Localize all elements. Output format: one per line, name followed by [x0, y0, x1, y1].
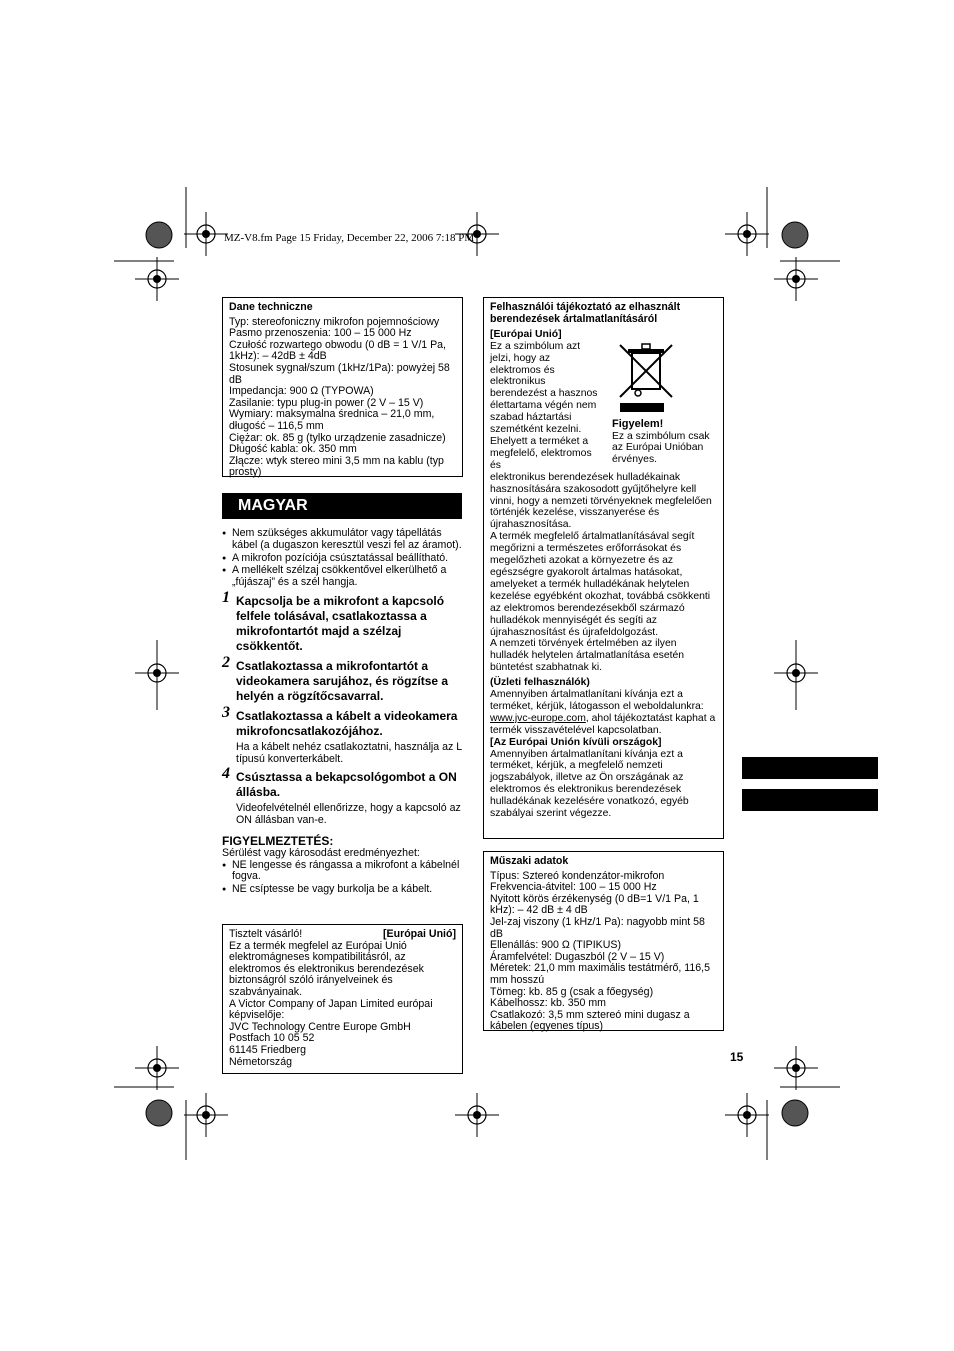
spec-line: Ellenállás: 900 Ω (TIPIKUS): [490, 939, 621, 952]
bullet-item: ● Nem szükséges akkumulátor vagy tápellátás kábel (a dugaszon keresztül veszi fel az áramot).: [222, 528, 462, 552]
registration-mark-icon: [135, 257, 179, 301]
step-number: 4: [222, 764, 230, 782]
disposal-eu-text-2: A termék megfelelő ártalmatlanításával segít megőrizni a természetes erőforrásokat és megelőzheti azokat a környezetre és az egészségre gyakorolt ártalmas hatásokat, amelyeket a termék hulladékának helytelen kezelése egyébként okozhat, továbbá csökkenti az elektromos berendezésekből származó hulladékok mennyiségét és segíti az újrahasznosítást és újrafeldolgozást.: [490, 531, 711, 638]
step-number: 2: [222, 653, 230, 671]
bullet-item: ● A mikrofon pozíciója csúsztatással beállítható.: [222, 553, 462, 565]
eu-notice-line: 61145 Friedberg: [229, 1043, 306, 1056]
spec-line: Ciężar: ok. 85 g (tylko urządzenie zasadnicze): [229, 431, 446, 444]
spec-line: Nyitott körös érzékenység (0 dB=1 V/1 Pa, 1 kHz): – 42 dB ± 4 dB: [490, 892, 699, 917]
star-target-icon: [146, 222, 172, 248]
registration-mark-icon: [135, 1046, 179, 1090]
registration-mark-icon: [774, 257, 818, 301]
disposal-eu-block: [490, 341, 717, 472]
registration-mark-icon: [455, 1093, 499, 1137]
spec-line: Típus: Sztereó kondenzátor-mikrofon: [490, 869, 665, 882]
instructions-column: [222, 528, 462, 897]
eu-notice-line: A Victor Company of Japan Limited európai képviselője:: [229, 997, 433, 1022]
step-note: Videofelvételnél ellenőrizze, hogy a kapcsoló az ON állásban van-e.: [236, 801, 461, 826]
section-title: MAGYAR: [222, 493, 462, 519]
page-number: 15: [730, 1050, 744, 1064]
spec-line: Áramfelvétel: Dugaszból (2 V – 15 V): [490, 950, 665, 963]
registration-mark-icon: [184, 1093, 228, 1137]
disposal-eu-text: Ez a szimbólum azt jelzi, hogy az elektromos és elektronikus berendezést a hasznos élettartama végén nem szabad háztartási szemétként kezelni. Ehelyett a terméket a megfelelő, elektromos és: [490, 340, 598, 471]
spec-line: Méretek: 21,0 mm maximális testátmérő, 116,5 mm hosszú: [490, 962, 710, 986]
business-text-part: , ahol tájékoztatást kaphat a termék visszavételével kapcsolatban.: [490, 712, 716, 736]
spec-line: Typ: stereofoniczny mikrofon pojemnościowy: [229, 315, 440, 328]
non-eu-heading: [Az Európai Unión kívüli országok]: [490, 736, 662, 748]
business-text: [490, 689, 717, 737]
attention-text: Ez a szimbólum csak az Európai Unióban érvényes.: [612, 430, 710, 466]
crossed-bin-icon: [618, 341, 678, 413]
step-note: Ha a kábelt nehéz csatlakoztatni, használja az L típusú konverterkábelt.: [236, 740, 462, 765]
spec-line: Czułość rozwartego obwodu (0 dB = 1 V/1 Pa, 1kHz): – 42dB ± 4dB: [229, 338, 446, 363]
warning-item: ● NE lengesse és rángassa a mikrofont a kábelnél fogva.: [222, 860, 462, 884]
registration-mark-icon: [184, 212, 228, 256]
polish-specs-title: Dane techniczne: [229, 301, 313, 313]
registration-mark-icon: [774, 1046, 818, 1090]
eu-notice-line: Ez a termék megfelel az Európai Unió elektromágneses kompatibilitásról, az elektromos és elektronikus berendezések biztonságról szóló irányelveinek és szabványainak.: [229, 939, 424, 998]
eu-notice-line: Németország: [229, 1055, 292, 1068]
polish-specs-box: [222, 297, 463, 477]
language-tab: [742, 789, 878, 811]
color-target-icon: [146, 1100, 172, 1126]
registration-mark-icon: [725, 1093, 769, 1137]
color-target-icon: [782, 222, 808, 248]
eu-greeting: Tisztelt vásárló!: [229, 928, 303, 940]
spec-line: Stosunek sygnał/szum (1kHz/1Pa): powyżej 58 dB: [229, 361, 450, 386]
warning-item: ● NE csíptesse be vagy burkolja be a kábelt.: [222, 884, 462, 896]
disposal-eu-text-cont: elektronikus berendezések hulladékainak hasznosítására szakosodott gyűjtőhelyre kell vinni, hogy a nemzeti törvényeknek megfelelően történjék kezelése, visszanyerése és újrahasznosítása.: [490, 471, 712, 531]
step-1: [222, 588, 462, 654]
warning-title: FIGYELMEZTETÉS:: [222, 833, 334, 848]
spec-line: Tömeg: kb. 85 g (csak a főegység): [490, 985, 654, 998]
warning-intro: Sérülést vagy károsodást eredményezhet:: [222, 846, 420, 859]
jvc-website-link[interactable]: www.jvc-europe.com: [490, 712, 586, 724]
spec-line: Jel-zaj viszony (1 kHz/1 Pa): nagyobb mint 58 dB: [490, 915, 705, 940]
spec-line: Długość kabla: ok. 350 mm: [229, 443, 357, 456]
step-number: 3: [222, 703, 230, 721]
step-text: Kapcsolja be a mikrofont a kapcsoló felfele tolásával, csatlakoztassa a mikrofontartót majd a szélzaj csökkentőt.: [236, 593, 445, 653]
language-tab: [742, 757, 878, 779]
disposal-eu-heading: [Európai Unió]: [490, 328, 562, 340]
bullet-item: ● A mellékelt szélzaj csökkentővel elkerülhető a „fújászaj” és a szél hangja.: [222, 565, 462, 589]
file-info-line: MZ-V8.fm Page 15 Friday, December 22, 2006 7:18 PM: [224, 232, 475, 244]
attention-title: Figyelem!: [612, 417, 664, 430]
business-heading: (Üzleti felhasználók): [490, 677, 590, 689]
hungarian-specs-title: Műszaki adatok: [490, 855, 569, 867]
disposal-attention: [612, 341, 722, 467]
eu-notice-header: [229, 929, 456, 941]
non-eu-text: Amennyiben ártalmatlanítani kívánja ezt a terméket, kérjük, a megfelelő nemzeti jogszabályok, illetve az Ön országának az elektromos és elektronikus berendezések hulladékának kezelésére vonatkozó, egyéb szabályai szerint végezze.: [490, 748, 689, 820]
spec-line: Csatlakozó: 3,5 mm sztereó mini dugasz a kábelen (egyenes típus): [490, 1008, 690, 1033]
step-text: Csúsztassa a bekapcsológombot a ON állásba.: [236, 769, 457, 799]
spec-line: Złącze: wtyk stereo mini 3,5 mm na kablu (typ prosty): [229, 454, 444, 479]
registration-mark-icon: [725, 212, 769, 256]
spec-line: Impedancja: 900 Ω (TYPOWA): [229, 385, 374, 398]
eu-notice-line: JVC Technology Centre Europe GmbH: [229, 1020, 411, 1033]
step-text: Csatlakoztassa a mikrofontartót a videokamera sarujához, és rögzítse a helyén a rögzítőcsavarral.: [236, 658, 449, 703]
eu-tag: [Európai Unió]: [383, 928, 456, 940]
spec-line: Wymiary: maksymalna średnica – 21,0 mm, długość – 116,5 mm: [229, 408, 435, 432]
step-2: [222, 653, 462, 704]
hungarian-specs-box: [483, 851, 724, 1031]
spec-line: Kábelhossz: kb. 350 mm: [490, 997, 606, 1010]
spec-line: Frekvencia-átvitel: 100 – 15 000 Hz: [490, 881, 657, 894]
disposal-eu-text-3: A nemzeti törvények értelmében az ilyen hulladék helytelen ártalmatlanítása esetén büntetést szabhatnak ki.: [490, 638, 685, 674]
eu-notice-line: Postfach 10 05 52: [229, 1032, 315, 1045]
step-text: Csatlakoztassa a kábelt a videokamera mikrofoncsatlakozójához.: [236, 708, 458, 738]
step-number: 1: [222, 588, 230, 606]
disposal-box: [483, 297, 724, 839]
spec-line: Zasilanie: typu plug-in power (2 V – 15 V): [229, 396, 424, 409]
step-4: [222, 764, 462, 826]
spec-line: Pasmo przenoszenia: 100 – 15 000 Hz: [229, 327, 412, 340]
step-3: [222, 703, 462, 765]
star-target-icon: [782, 1100, 808, 1126]
business-text-part: Amennyiben ártalmatlanítani kívánja ezt a terméket, kérjük, látogasson el weboldalunkra:: [490, 689, 704, 712]
disposal-title: Felhasználói tájékoztató az elhasznált berendezések ártalmatlanításáról: [490, 301, 681, 325]
eu-notice-box: [222, 924, 463, 1074]
